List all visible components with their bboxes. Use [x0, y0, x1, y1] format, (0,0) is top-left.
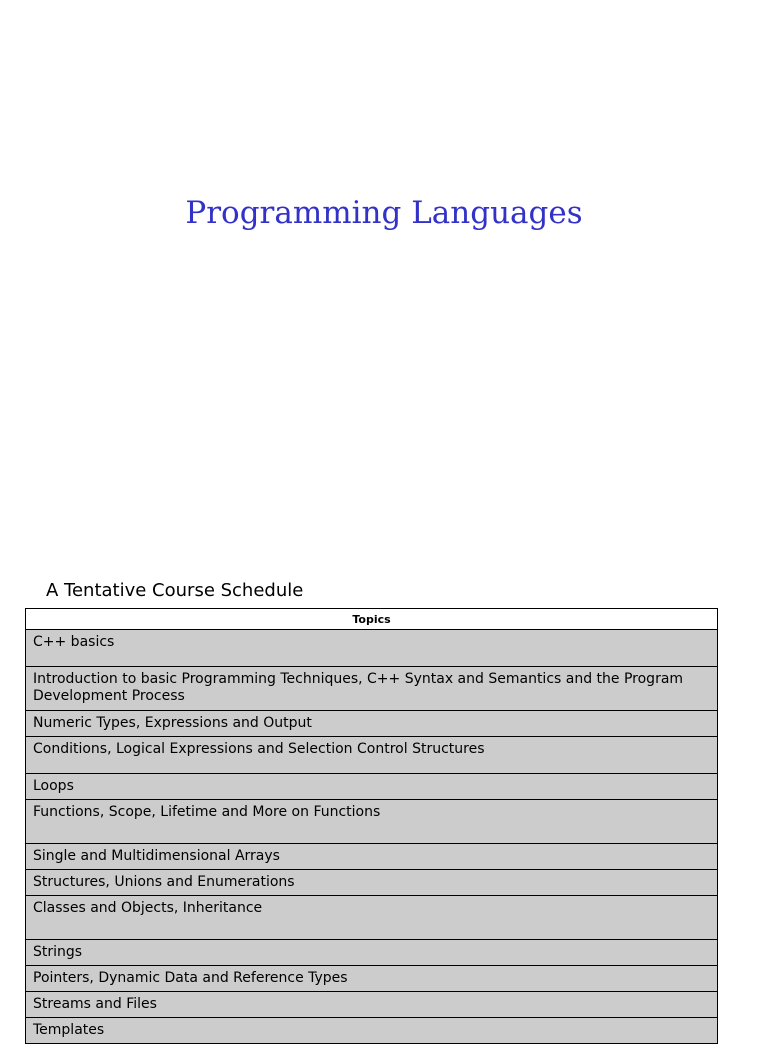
table-row	[26, 896, 718, 940]
topic-cell: Numeric Types, Expressions and Output	[26, 711, 718, 737]
table-row	[26, 844, 718, 870]
table-row	[26, 667, 718, 711]
table-row	[26, 737, 718, 774]
topic-cell: Conditions, Logical Expressions and Selection Control Structures	[26, 737, 718, 774]
table-header-row	[26, 609, 718, 630]
topic-cell: Structures, Unions and Enumerations	[26, 870, 718, 896]
topic-cell: Pointers, Dynamic Data and Reference Types	[26, 966, 718, 992]
topic-cell: Streams and Files	[26, 992, 718, 1018]
table-row	[26, 774, 718, 800]
topic-cell: Functions, Scope, Lifetime and More on Functions	[26, 800, 718, 844]
topic-cell: Single and Multidimensional Arrays	[26, 844, 718, 870]
table-row	[26, 630, 718, 667]
topic-cell: Classes and Objects, Inheritance	[26, 896, 718, 940]
topic-cell: Loops	[26, 774, 718, 800]
schedule-heading: A Tentative Course Schedule	[46, 580, 304, 601]
course-schedule-table	[25, 608, 718, 1044]
table-row	[26, 870, 718, 896]
topic-cell: Introduction to basic Programming Techniques, C++ Syntax and Semantics and the Program Development Process	[26, 667, 718, 711]
table-row	[26, 992, 718, 1018]
table-row	[26, 711, 718, 737]
table-row	[26, 1018, 718, 1044]
table-row	[26, 940, 718, 966]
table-row	[26, 966, 718, 992]
topic-cell: Strings	[26, 940, 718, 966]
topic-cell: Templates	[26, 1018, 718, 1044]
page-title: Programming Languages	[185, 195, 583, 231]
table-row	[26, 800, 718, 844]
topic-cell: C++ basics	[26, 630, 718, 667]
topics-column-header: Topics	[26, 609, 718, 630]
